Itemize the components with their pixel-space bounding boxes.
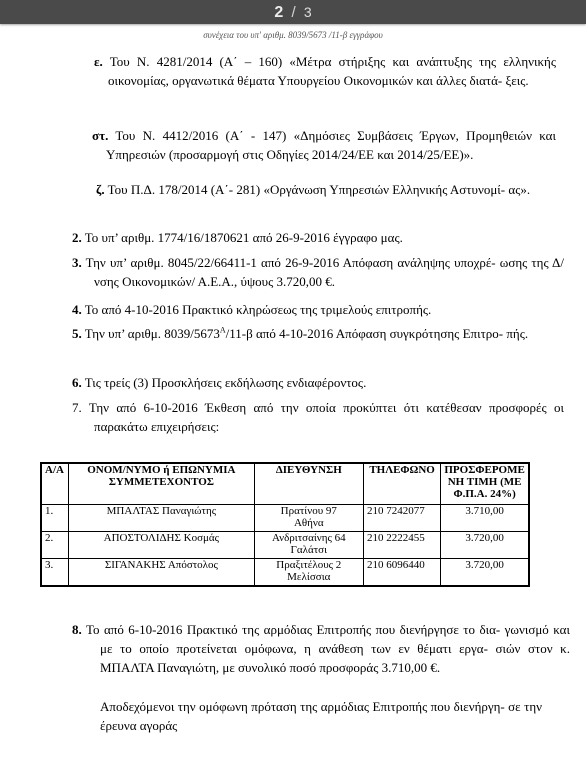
item-7 [72, 398, 564, 436]
col-address-header: ΔΙΕΥΘΥΝΣΗ [254, 463, 363, 505]
row-phone: 210 6096440 [363, 559, 440, 587]
address-area: Γαλάτσι [290, 544, 328, 556]
item-marker: 3. [72, 255, 82, 270]
row-index: 3. [41, 559, 69, 587]
table-row [41, 559, 529, 587]
item-text: Την υπ’ αριθμ. 8039/5673 [84, 326, 220, 341]
item-text: Του Ν. 4412/2016 (Α΄ - 147) «Δημόσιες Συμβάσεις Έργων, Προμηθειών και Υπηρεσιών (προσαρμογή στις Οδηγίες 2014/24/ΕΕ και 2014/25/ΕΕ)». [106, 128, 556, 162]
item-text: Το υπ’ αριθμ. 1774/16/1870621 από 26-9-2016 έγγραφο μας. [84, 230, 403, 245]
item-marker: 2. [72, 230, 82, 245]
item-text: Του Π.Δ. 178/2014 (Α΄- 281) «Οργάνωση Υπηρεσιών Ελληνικής Αστυνομί- ας». [107, 182, 531, 197]
total-pages: 3 [303, 4, 312, 20]
item-text: Την από 6-10-2016 Έκθεση από την οποία προκύπτει ότι κατέθεσαν προσφορές οι παρακάτω επιχειρήσεις: [88, 400, 564, 434]
address-street: Πρατίνου 97 [280, 505, 337, 517]
row-name: ΑΠΟΣΤΟΛΙΔΗΣ Κοσμάς [69, 532, 255, 559]
pdf-viewer-toolbar [0, 0, 586, 24]
col-price-header: ΠΡΟΣΦΕΡΟΜΕ ΝΗ ΤΙΜΗ (ΜΕ Φ.Π.Α. 24%) [441, 463, 529, 505]
row-index: 1. [41, 505, 69, 532]
offers-table [40, 462, 530, 587]
item-marker: στ. [92, 128, 109, 143]
item-z [96, 180, 556, 199]
superscript: Α [219, 325, 226, 335]
item-st [92, 126, 556, 164]
address-street: Πραξιτέλους 2 [276, 559, 342, 571]
item-3 [72, 253, 564, 291]
item-marker: 7. [72, 400, 82, 415]
closing-paragraph: Αποδεχόμενοι την ομόφωνη πρόταση της αρμόδιας Επιτροπής που διενήργη- σε την έρευνα αγοράς [100, 699, 542, 733]
item-e [94, 52, 556, 90]
item-marker: 4. [72, 302, 82, 317]
row-price: 3.720,00 [441, 532, 529, 559]
item-4 [72, 300, 542, 319]
row-phone: 210 2222455 [363, 532, 440, 559]
row-address [254, 559, 363, 587]
col-index-header: Α/Α [41, 463, 69, 505]
cut-off-header-line: συνέχεια του υπ' αριθμ. 8039/5673 /11-β εγγράφου [203, 30, 383, 40]
item-2 [72, 228, 542, 247]
row-price: 3.720,00 [441, 559, 529, 587]
item-text: Τις τρείς (3) Προσκλήσεις εκδήλωσης ενδιαφέροντος. [84, 375, 367, 390]
address-area: Αθήνα [293, 517, 324, 529]
item-text: /11-β από 4-10-2016 Απόφαση συγκρότησης Επιτρο- πής. [225, 326, 529, 341]
item-marker: 5. [72, 326, 82, 341]
item-text: Του Ν. 4281/2014 (Α΄ – 160) «Μέτρα στήριξης και ανάπτυξης της ελληνικής οικονομίας, οργανωτικά θέματα Υπουργείου Οικονομικών και άλλες διατά- ξεις. [108, 54, 556, 88]
item-marker: ε. [94, 54, 103, 69]
row-name: ΜΠΑΛΤΑΣ Παναγιώτης [69, 505, 255, 532]
row-address [254, 532, 363, 559]
row-address [254, 505, 363, 532]
item-marker: ζ. [96, 182, 105, 197]
row-index: 2. [41, 532, 69, 559]
row-price: 3.710,00 [441, 505, 529, 532]
row-phone: 210 7242077 [363, 505, 440, 532]
row-name: ΣΙΓΑΝΑΚΗΣ Απόστολος [69, 559, 255, 587]
item-marker: 6. [72, 375, 82, 390]
item-6 [72, 373, 542, 392]
address-area: Μελίσσια [287, 571, 331, 583]
current-page-number[interactable]: 2 [274, 4, 284, 21]
item-text: Το από 6-10-2016 Πρακτικό της αρμόδιας Επιτροπής που διενήργησε το δια- γωνισμό και με το οποίο προτείνεται ομόφωνα, η ανάθεση των εν θέματι εργα- σιών στον κ. ΜΠΑΛΤΑ Παναγιώτη, με συνολικό ποσό προσφοράς 3.710,00 €. [85, 622, 570, 675]
table-row [41, 532, 529, 559]
table-row [41, 505, 529, 532]
item-5 [72, 324, 564, 343]
item-marker: 8. [72, 622, 82, 637]
page-indicator [0, 2, 586, 23]
col-name-header: ΟΝΟΜ/ΝΥΜΟ ή ΕΠΩΝΥΜΙΑ ΣΥΜΜΕΤΕΧΟΝΤΟΣ [69, 463, 255, 505]
item-text: Το από 4-10-2016 Πρακτικό κληρώσεως της τριμελούς επιτροπής. [84, 302, 432, 317]
page-separator: / [291, 4, 296, 21]
address-street: Ανδριτσαίνης 64 [271, 532, 346, 544]
item-text: Την υπ’ αριθμ. 8045/22/66411-1 από 26-9-2016 Απόφαση ανάληψης υποχρέ- ωσης της Δ/νσης Οικονομικών/ Α.Ε.Α., ύψους 3.720,00 €. [85, 255, 564, 289]
item-8 [72, 620, 570, 677]
col-phone-header: ΤΗΛΕΦΩΝΟ [363, 463, 440, 505]
table-header-row [41, 463, 529, 505]
